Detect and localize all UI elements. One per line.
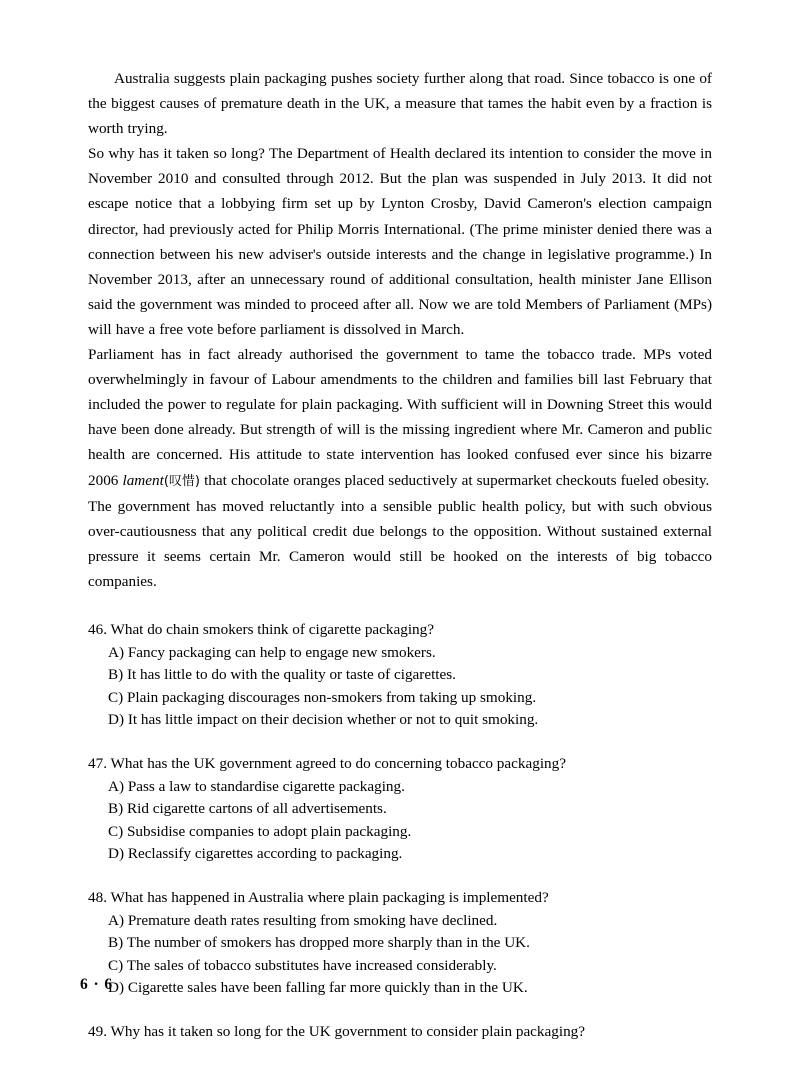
passage-paragraph [88,66,712,342]
answer-option[interactable]: D) Reclassify cigarettes according to packaging. [108,845,403,863]
page-number-footer: 6 · 6 [80,976,114,993]
question-number: 46. [88,620,107,638]
question-block [88,753,712,866]
question-text: What do chain smokers think of cigarette packaging? [110,620,434,638]
question-stem [88,887,712,910]
passage-text: Australia suggests plain packaging pushes society further along that road. Since tobacco is one of the biggest causes of premature death in the UK, a measure that tames the habit even by a fraction is worth trying. [88,70,712,138]
answer-option[interactable]: D) Cigarette sales have been falling far more quickly than in the UK. [108,979,528,997]
question-block [88,1021,712,1044]
answer-option[interactable]: A) Fancy packaging can help to engage new smokers. [108,643,436,661]
question-number: 47. [88,754,107,772]
answer-option[interactable]: B) It has little to do with the quality or taste of cigarettes. [108,666,456,684]
answer-option[interactable]: C) Plain packaging discourages non-smokers from taking up smoking. [108,688,537,706]
answer-options [88,910,712,1000]
question-stem [88,753,712,776]
answer-option[interactable]: A) Pass a law to standardise cigarette packaging. [108,777,405,795]
answer-option[interactable]: B) The number of smokers has dropped more sharply than in the UK. [108,934,530,952]
questions-list [88,619,712,1044]
passage-text: that chocolate oranges placed seductively at supermarket checkouts fueled obesity. [199,471,710,489]
reading-passage [88,66,712,594]
passage-text: Parliament has in fact already authorised the government to tame the tobacco trade. MPs voted overwhelmingly in favour of Labour amendments to the children and families bill last February that included the power to regulate for plain packaging. With sufficient will in Downing Street this would have been done already. But strength of will is the missing ingredient where Mr. Cameron and public health are concerned. His attitude to state intervention has looked confused ever since his bizarre 2006 [88,346,712,489]
answer-option[interactable]: B) Rid cigarette cartons of all advertisements. [108,800,387,818]
answer-option[interactable]: A) Premature death rates resulting from smoking have declined. [108,911,498,929]
passage-paragraph [88,66,712,141]
passage-paragraph [88,66,712,494]
chinese-gloss: (叹惜) [163,473,200,489]
answer-options [88,776,712,866]
question-text: Why has it taken so long for the UK government to consider plain packaging? [110,1022,585,1040]
page-content [88,66,712,1064]
question-text: What has the UK government agreed to do concerning tobacco packaging? [110,754,566,772]
italic-term: lament [122,471,164,489]
passage-text: The government has moved reluctantly into a sensible public health policy, but with such obvious over-cautiousness that any political credit due belongs to the opposition. Without sustained external pressure it seems certain Mr. Cameron would still be hooked on the interests of big tobacco companies. [88,497,712,590]
answer-option[interactable]: D) It has little impact on their decision whether or not to quit smoking. [108,711,539,729]
answer-option[interactable]: C) Subsidise companies to adopt plain packaging. [108,822,412,840]
answer-option[interactable]: C) The sales of tobacco substitutes have increased considerably. [108,956,497,974]
passage-paragraph [88,66,712,594]
question-stem [88,619,712,642]
question-stem [88,1021,712,1044]
question-text: What has happened in Australia where plain packaging is implemented? [110,888,549,906]
question-block [88,619,712,732]
passage-text: So why has it taken so long? The Department of Health declared its intention to consider the move in November 2010 and consulted through 2012. But the plan was suspended in July 2013. It did not escape notice that a lobbying firm set up by Lynton Crosby, David Cameron's election campaign director, had previously acted for Philip Morris International. (The prime minister denied there was a connection between his new adviser's outside interests and the change in legislative programme.) In November 2013, after an unnecessary round of additional consultation, health minister Jane Ellison said the government was minded to proceed after all. Now we are told Members of Parliament (MPs) will have a free vote before parliament is dissolved in March. [88,145,712,338]
question-block [88,887,712,1000]
question-number: 48. [88,888,107,906]
question-number: 49. [88,1022,107,1040]
answer-options [88,642,712,732]
